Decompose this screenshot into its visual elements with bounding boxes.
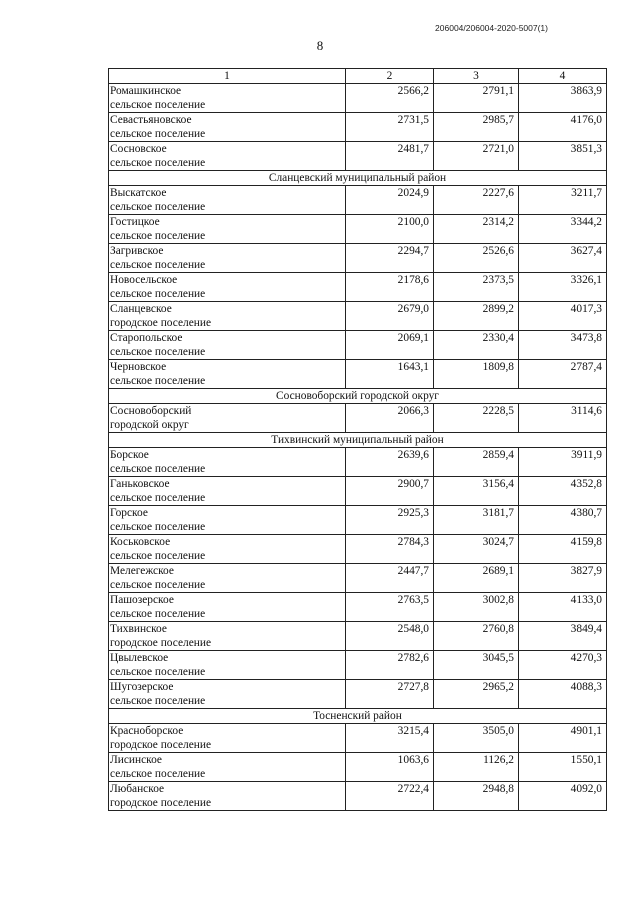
section-header-row xyxy=(109,389,607,404)
value-col-4: 3473,8 xyxy=(519,331,607,360)
value-col-4: 4380,7 xyxy=(519,506,607,535)
value-col-4: 3627,4 xyxy=(519,244,607,273)
value-col-4: 4092,0 xyxy=(519,782,607,811)
value-col-2: 2481,7 xyxy=(346,142,434,171)
value-col-3: 2526,6 xyxy=(434,244,519,273)
table-row xyxy=(109,564,607,593)
value-col-3: 2689,1 xyxy=(434,564,519,593)
value-col-4: 3827,9 xyxy=(519,564,607,593)
value-col-2: 2722,4 xyxy=(346,782,434,811)
table-row xyxy=(109,680,607,709)
settlement-name: Черновское сельское поселение xyxy=(109,360,346,389)
value-col-3: 1809,8 xyxy=(434,360,519,389)
table-row xyxy=(109,302,607,331)
value-col-2: 2069,1 xyxy=(346,331,434,360)
settlement-name: Тихвинское городское поселение xyxy=(109,622,346,651)
table-row xyxy=(109,535,607,564)
settlement-name: Старопольское сельское поселение xyxy=(109,331,346,360)
settlement-name: Пашозерское сельское поселение xyxy=(109,593,346,622)
section-title: Сланцевский муниципальный район xyxy=(109,171,607,186)
table-row xyxy=(109,142,607,171)
value-col-2: 2566,2 xyxy=(346,84,434,113)
value-col-2: 3215,4 xyxy=(346,724,434,753)
value-col-2: 2731,5 xyxy=(346,113,434,142)
value-col-4: 2787,4 xyxy=(519,360,607,389)
value-col-3: 2760,8 xyxy=(434,622,519,651)
value-col-2: 2727,8 xyxy=(346,680,434,709)
section-title: Тихвинский муниципальный район xyxy=(109,433,607,448)
settlement-name: Сосновоборский городской округ xyxy=(109,404,346,433)
section-header-row xyxy=(109,709,607,724)
value-col-3: 2227,6 xyxy=(434,186,519,215)
data-table xyxy=(108,68,607,811)
value-col-3: 2965,2 xyxy=(434,680,519,709)
value-col-3: 3505,0 xyxy=(434,724,519,753)
column-header-2: 2 xyxy=(346,69,434,84)
table-row xyxy=(109,84,607,113)
value-col-2: 2763,5 xyxy=(346,593,434,622)
value-col-3: 2228,5 xyxy=(434,404,519,433)
column-header-1: 1 xyxy=(109,69,346,84)
value-col-2: 2782,6 xyxy=(346,651,434,680)
section-title: Тосненский район xyxy=(109,709,607,724)
value-col-4: 4088,3 xyxy=(519,680,607,709)
value-col-4: 3911,9 xyxy=(519,448,607,477)
value-col-3: 2859,4 xyxy=(434,448,519,477)
value-col-3: 2314,2 xyxy=(434,215,519,244)
settlement-name: Горское сельское поселение xyxy=(109,506,346,535)
column-header-4: 4 xyxy=(519,69,607,84)
table-row xyxy=(109,331,607,360)
value-col-3: 3002,8 xyxy=(434,593,519,622)
value-col-2: 2784,3 xyxy=(346,535,434,564)
section-header-row xyxy=(109,171,607,186)
value-col-3: 2721,0 xyxy=(434,142,519,171)
value-col-3: 2948,8 xyxy=(434,782,519,811)
table-row xyxy=(109,753,607,782)
settlement-name: Любанское городское поселение xyxy=(109,782,346,811)
settlement-name: Ромашкинское сельское поселение xyxy=(109,84,346,113)
table-row xyxy=(109,477,607,506)
table-row xyxy=(109,448,607,477)
value-col-3: 2791,1 xyxy=(434,84,519,113)
value-col-4: 3344,2 xyxy=(519,215,607,244)
value-col-2: 2900,7 xyxy=(346,477,434,506)
settlement-name: Выскатское сельское поселение xyxy=(109,186,346,215)
value-col-2: 2639,6 xyxy=(346,448,434,477)
table-row xyxy=(109,244,607,273)
value-col-4: 3211,7 xyxy=(519,186,607,215)
value-col-3: 3181,7 xyxy=(434,506,519,535)
value-col-4: 3326,1 xyxy=(519,273,607,302)
value-col-4: 4901,1 xyxy=(519,724,607,753)
value-col-3: 3045,5 xyxy=(434,651,519,680)
settlement-name: Севастьяновское сельское поселение xyxy=(109,113,346,142)
table-row xyxy=(109,782,607,811)
column-number-header xyxy=(109,69,607,84)
value-col-2: 2024,9 xyxy=(346,186,434,215)
value-col-4: 4352,8 xyxy=(519,477,607,506)
settlement-name: Сосновское сельское поселение xyxy=(109,142,346,171)
value-col-4: 3114,6 xyxy=(519,404,607,433)
value-col-3: 3024,7 xyxy=(434,535,519,564)
settlement-name: Цвылевское сельское поселение xyxy=(109,651,346,680)
settlement-name: Коськовское сельское поселение xyxy=(109,535,346,564)
value-col-2: 2548,0 xyxy=(346,622,434,651)
value-col-4: 3863,9 xyxy=(519,84,607,113)
value-col-4: 4133,0 xyxy=(519,593,607,622)
document-id: 206004/206004-2020-5007(1) xyxy=(435,23,548,33)
section-title: Сосновоборский городской округ xyxy=(109,389,607,404)
value-col-4: 4017,3 xyxy=(519,302,607,331)
table-row xyxy=(109,404,607,433)
table-row xyxy=(109,651,607,680)
settlement-name: Шугозерское сельское поселение xyxy=(109,680,346,709)
value-col-2: 1643,1 xyxy=(346,360,434,389)
value-col-4: 4270,3 xyxy=(519,651,607,680)
value-col-4: 3849,4 xyxy=(519,622,607,651)
settlement-name: Сланцевское городское поселение xyxy=(109,302,346,331)
table-row xyxy=(109,724,607,753)
value-col-4: 1550,1 xyxy=(519,753,607,782)
value-col-2: 2294,7 xyxy=(346,244,434,273)
value-col-3: 2899,2 xyxy=(434,302,519,331)
table-row xyxy=(109,622,607,651)
settlement-name: Лисинское сельское поселение xyxy=(109,753,346,782)
value-col-2: 1063,6 xyxy=(346,753,434,782)
section-header-row xyxy=(109,433,607,448)
value-col-3: 2373,5 xyxy=(434,273,519,302)
table-row xyxy=(109,360,607,389)
value-col-2: 2925,3 xyxy=(346,506,434,535)
value-col-2: 2100,0 xyxy=(346,215,434,244)
table-row xyxy=(109,186,607,215)
value-col-4: 4176,0 xyxy=(519,113,607,142)
value-col-2: 2066,3 xyxy=(346,404,434,433)
value-col-4: 4159,8 xyxy=(519,535,607,564)
table-row xyxy=(109,593,607,622)
settlement-name: Красноборское городское поселение xyxy=(109,724,346,753)
value-col-2: 2679,0 xyxy=(346,302,434,331)
settlement-name: Ганьковское сельское поселение xyxy=(109,477,346,506)
value-col-2: 2178,6 xyxy=(346,273,434,302)
value-col-4: 3851,3 xyxy=(519,142,607,171)
table-row xyxy=(109,506,607,535)
settlement-name: Борское сельское поселение xyxy=(109,448,346,477)
value-col-3: 2985,7 xyxy=(434,113,519,142)
table-row xyxy=(109,113,607,142)
value-col-3: 1126,2 xyxy=(434,753,519,782)
settlement-name: Загривское сельское поселение xyxy=(109,244,346,273)
value-col-2: 2447,7 xyxy=(346,564,434,593)
settlement-name: Мелегежское сельское поселение xyxy=(109,564,346,593)
value-col-3: 3156,4 xyxy=(434,477,519,506)
settlement-name: Новосельское сельское поселение xyxy=(109,273,346,302)
table-row xyxy=(109,215,607,244)
table-row xyxy=(109,273,607,302)
settlement-name: Гостицкое сельское поселение xyxy=(109,215,346,244)
column-header-3: 3 xyxy=(434,69,519,84)
page-number: 8 xyxy=(316,38,324,53)
value-col-3: 2330,4 xyxy=(434,331,519,360)
